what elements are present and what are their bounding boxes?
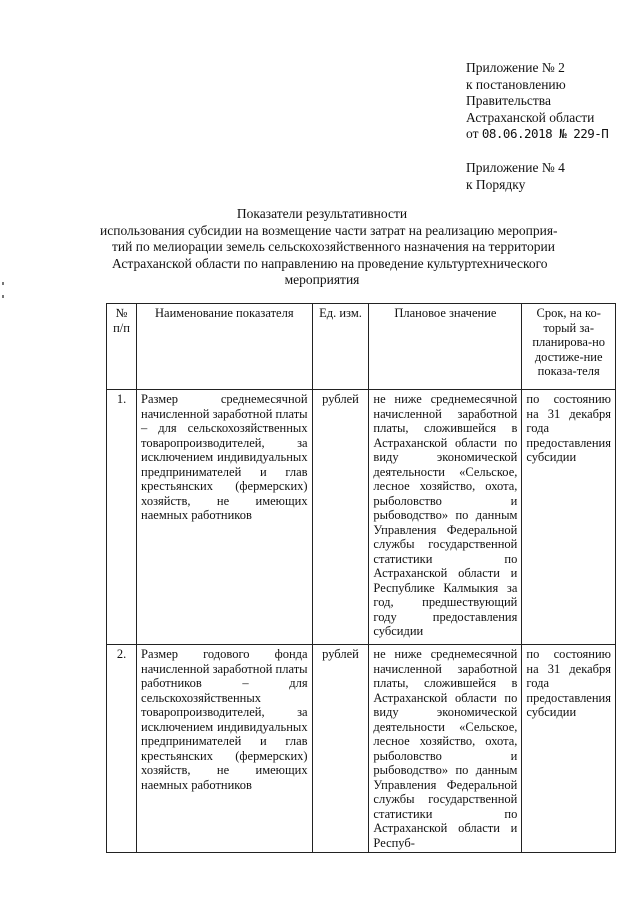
title-line: использования субсидии на возмещение части затрат на реализацию мероприя- — [100, 222, 558, 238]
appendix-line: к Порядку — [466, 176, 526, 192]
row-plan: не ниже среднемесячной начисленной заработной платы, сложившейся в Астраханской области по виду экономической деятельности «Сельское, лесное хозяйство, охота, рыболовство и рыбоводство» по данным Управления Федеральной службы государственной статистики по Астраханской области и Респуб- — [369, 645, 522, 853]
appendix-line: Астраханской области — [466, 109, 595, 125]
appendix-date-line — [466, 126, 608, 143]
row-unit: рублей — [312, 390, 369, 645]
table-header-row — [107, 304, 616, 390]
appendix-line: Приложение № 4 — [466, 160, 565, 175]
row-num: 1. — [107, 390, 137, 645]
title-line: Показатели результативности — [236, 206, 408, 221]
row-term: по состоянию на 31 декабря года предоставления субсидии — [522, 645, 616, 853]
indicators-table — [106, 303, 616, 853]
table-row — [107, 390, 616, 645]
header-term: Срок, на ко-торый за-планирова-но достиже-ние показа-теля — [522, 304, 616, 390]
header-plan: Плановое значение — [369, 304, 522, 390]
title-line: Астраханской области по направлению на проведение культуртехнического — [112, 255, 548, 271]
header-name: Наименование показателя — [137, 304, 313, 390]
appendix-line: Приложение № 2 — [466, 60, 565, 75]
row-unit: рублей — [312, 645, 369, 853]
date-prefix: от — [466, 126, 482, 141]
header-unit: Ед. изм. — [312, 304, 369, 390]
scan-edge-mark — [2, 282, 4, 285]
row-term: по состоянию на 31 декабря года предоставления субсидии — [522, 390, 616, 645]
appendix-line: Правительства — [466, 93, 551, 108]
title-line: мероприятия — [284, 272, 360, 287]
row-num: 2. — [107, 645, 137, 853]
title-line: тий по мелиорации земель сельскохозяйственного назначения на территории — [112, 239, 555, 254]
table-row — [107, 645, 616, 853]
scan-edge-mark — [2, 295, 4, 298]
row-plan: не ниже среднемесячной начисленной заработной платы, сложившейся в Астраханской области по виду экономической деятельности «Сельское, лесное хозяйство, охота, рыболовство и рыбоводство» по данным Управления Федеральной службы государственной статистики по Астраханской области и Республике Калмыкия за год, предшествующий году предоставления субсидии — [369, 390, 522, 645]
header-num: № п/п — [107, 304, 137, 390]
registration-stamp: 08.06.2018 № 229-П — [481, 126, 609, 141]
appendix-line: к постановлению — [466, 76, 566, 92]
document-title — [100, 206, 558, 289]
row-name: Размер годового фонда начисленной заработной платы работников – для сельскохозяйственных товаропроизводителей, за исключением индивидуальных предпринимателей и глав крестьянских (фермерских) хозяйств, не имеющих наемных работников — [137, 645, 313, 853]
row-name: Размер среднемесячной начисленной заработной платы – для сельскохозяйственных товаропроизводителей, за исключением индивидуальных предпринимателей и глав крестьянских (фермерских) хозяйств, не имеющих наемных работников — [137, 390, 313, 645]
appendix-header — [466, 60, 608, 143]
order-appendix-header — [466, 160, 565, 193]
